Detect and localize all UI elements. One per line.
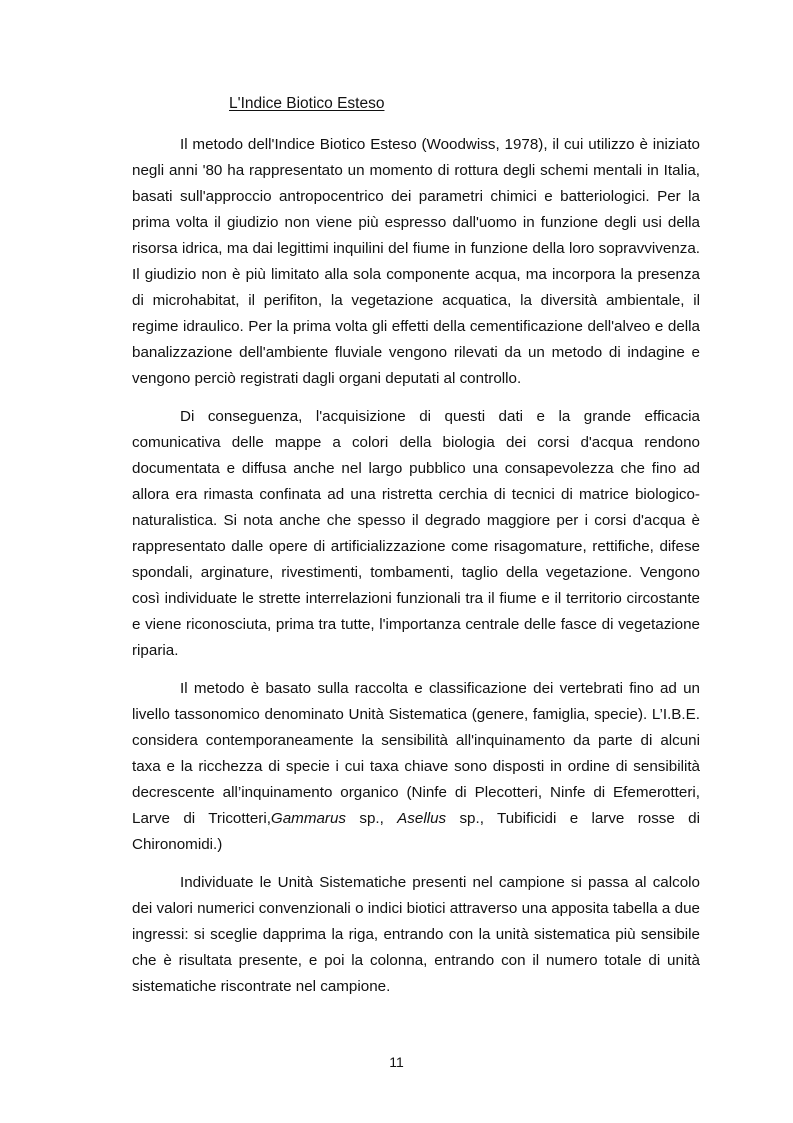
paragraph: [132, 132, 700, 392]
section-heading: L'Indice Biotico Esteso: [229, 95, 385, 112]
text-run: sp.,: [346, 810, 398, 827]
text-run: Il metodo dell'Indice Biotico Esteso (Woodwiss, 1978), il cui utilizzo è iniziato negli anni '80 ha rappresentato un momento di rottura degli schemi mentali in Italia, basati sull'approccio antropocentrico dei parametri chimici e batteriologici. Per la prima volta il giudizio non viene più espresso dall'uomo in funzione degli usi della risorsa idrica, ma dai legittimi inquilini del fiume in funzione della loro sopravvivenza. Il giudizio non è più limitato alla sola componente acqua, ma incorpora la presenza di microhabitat, il perifiton, la vegetazione acquatica, la diversità ambientale, il regime idraulico. Per la prima volta gli effetti della cementificazione dell'alveo e della banalizzazione dell'ambiente fluviale vengono rilevati da un metodo di indagine e vengono perciò registrati dagli organi deputati al controllo.: [132, 136, 700, 387]
text-run: Il metodo è basato sulla raccolta e classificazione dei vertebrati fino ad un livello tassonomico denominato Unità Sistematica (genere, famiglia, specie). L’I.B.E. considera contemporaneamente la sensibilità all'inquinamento da parte di alcuni taxa e la ricchezza di specie i cui taxa chiave sono disposti in ordine di sensibilità decrescente all’inquinamento organico (Ninfe di Plecotteri, Ninfe di Efemerotteri, Larve di Tricotteri,: [132, 680, 700, 827]
page-number: 11: [389, 1054, 404, 1070]
text-run: Di conseguenza, l'acquisizione di questi dati e la grande efficacia comunicativa delle mappe a colori della biologia dei corsi d'acqua rendono documentata e diffusa anche nel largo pubblico una consapevolezza che fino ad allora era rimasta confinata ad una ristretta cerchia di tecnici di matrice biologico-naturalistica. Si nota anche che spesso il degrado maggiore per i corsi d'acqua è rappresentato dalle opere di artificializzazione come risagomature, rettifiche, difese spondali, arginature, rivestimenti, tombamenti, taglio della vegetazione. Vengono così individuate le strette interrelazioni funzionali tra il fiume e il territorio circostante e viene riconosciuta, prima tra tutte, l'importanza centrale delle fasce di vegetazione riparia.: [132, 408, 700, 659]
paragraph: [132, 676, 700, 858]
text-run: sp., Tubificidi e larve rosse di Chironomidi.): [132, 810, 700, 853]
paragraph: [132, 870, 700, 1000]
paragraph: [132, 404, 700, 664]
text-run: Individuate le Unità Sistematiche presenti nel campione si passa al calcolo dei valori numerici convenzionali o indici biotici attraverso una apposita tabella a due ingressi: si sceglie dapprima la riga, entrando con la unità sistematica più sensibile che è risultata presente, e poi la colonna, entrando con il numero totale di unità sistematiche riscontrate nel campione.: [132, 874, 700, 995]
italic-term: Asellus: [397, 810, 447, 827]
italic-term: Gammarus: [270, 810, 347, 827]
body-text: [132, 132, 700, 1012]
